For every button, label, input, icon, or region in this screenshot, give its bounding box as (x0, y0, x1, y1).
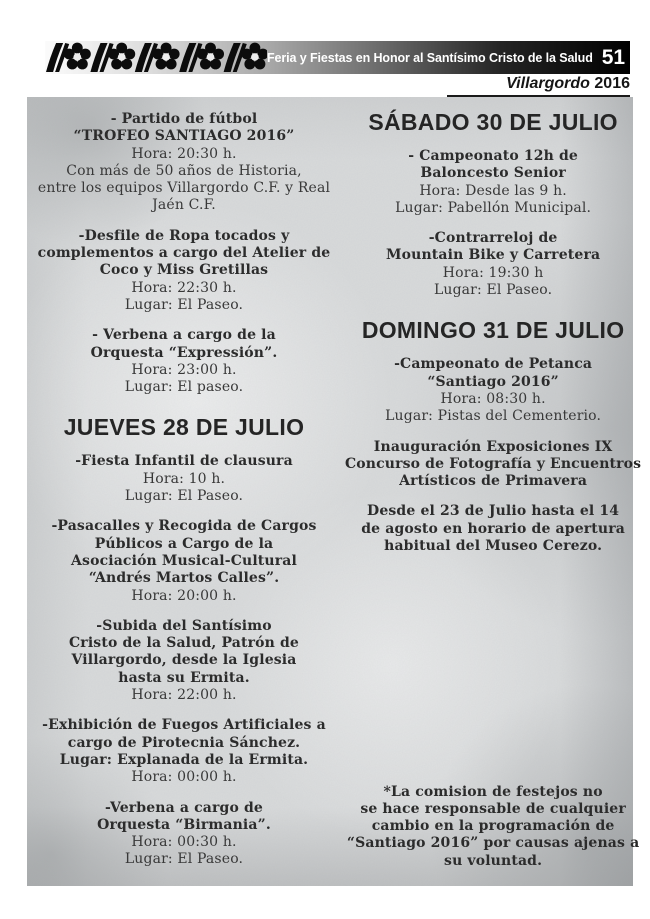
heading-jueves-28-julio: JUEVES 28 DE JULIO (63, 414, 305, 441)
event-line: Concurso de Fotografía y Encuentros (345, 455, 642, 472)
event-line: Hora: 08:30 h. (440, 390, 546, 407)
event-line: Orquesta “Birmania”. (97, 816, 271, 833)
disclaimer-note (345, 784, 641, 870)
event-line: de agosto en horario de apertura (361, 520, 625, 537)
event-line: Hora: 10 h. (142, 470, 226, 487)
event-line: Lugar: El Paseo. (124, 851, 244, 868)
event-verbena-expression (31, 327, 337, 396)
event-line: -Desfile de Ropa tocados y (78, 227, 290, 244)
heading-domingo-31-julio: DOMINGO 31 DE JULIO (361, 317, 625, 344)
event-line: -Campeonato de Petanca (394, 356, 593, 373)
event-line: Mountain Bike y Carretera (386, 247, 601, 264)
event-inauguracion-exposiciones (345, 439, 641, 491)
event-line: *La comision de festejos no (383, 783, 603, 800)
floral-border-icon (45, 41, 267, 74)
event-line: Lugar: Pabellón Municipal. (395, 199, 592, 216)
banner-title: Feria y Fiestas en Honor al Santísimo Cristo de la Salud (267, 50, 593, 65)
event-partido-futbol (31, 111, 337, 215)
event-line: Públicos a Cargo de la (94, 535, 274, 552)
event-line: Asociación Musical-Cultural (71, 552, 297, 569)
event-line: Hora: 20:00 h. (131, 587, 237, 604)
event-desfile-ropa (31, 228, 337, 314)
event-line: Lugar: Pistas del Cementerio. (385, 408, 602, 425)
paper-sheet (27, 97, 642, 886)
event-line: “Andrés Martos Calles”. (88, 570, 280, 587)
event-line: Inauguración Exposiciones IX (373, 438, 613, 455)
events-column-left (31, 107, 337, 886)
event-line: Hora: Desde las 9 h. (419, 182, 567, 199)
event-line: complementos a cargo del Atelier de (37, 245, 331, 262)
event-line: Lugar: Explanada de la Ermita. (59, 751, 309, 768)
event-line: Coco y Miss Gretillas (99, 262, 269, 279)
event-line: -Verbena a cargo de (105, 799, 263, 816)
event-line: Artísticos de Primavera (399, 473, 588, 490)
event-line: Jaén C.F. (152, 197, 216, 214)
edition-subtitle (506, 75, 630, 93)
event-line: -Exhibición de Fuegos Artificiales a (42, 717, 326, 734)
event-line: cambio en la programación de (371, 818, 615, 835)
event-line: Cristo de la Salud, Patrón de (69, 635, 299, 652)
event-line: Hora: 22:00 h. (131, 687, 237, 704)
event-line: Lugar: El paseo. (124, 379, 244, 396)
event-line: “Santiago 2016” (427, 373, 559, 390)
header-banner (45, 41, 630, 74)
page-number: 51 (601, 45, 626, 69)
event-line: “Santiago 2016” por causas ajenas a (346, 835, 640, 852)
event-contrarreloj (345, 230, 641, 299)
event-line: se hace responsable de cualquier (360, 800, 626, 817)
event-line: cargo de Pirotecnia Sánchez. (67, 734, 301, 751)
event-line: - Partido de fútbol (110, 111, 258, 127)
edition-year: 2016 (594, 75, 630, 92)
event-fiesta-infantil (31, 453, 337, 505)
event-line: - Campeonato 12h de (408, 148, 578, 164)
event-line: Lugar: El Paseo. (124, 488, 244, 505)
event-line: entre los equipos Villargordo C.F. y Real (37, 180, 331, 197)
event-line: Orquesta “Expressión”. (90, 344, 278, 361)
event-line: Hora: 00:00 h. (131, 769, 237, 786)
event-verbena-birmania (31, 800, 337, 869)
banner-text (267, 46, 633, 70)
events-column-right (345, 107, 641, 886)
event-line: Con más de 50 años de Historia, (66, 162, 302, 179)
event-museo-cerezo (345, 503, 641, 555)
event-fuegos-artificiales (31, 717, 337, 786)
event-line: Desde el 23 de Julio hasta el 14 (367, 503, 620, 520)
edition-name: Villargordo (506, 75, 590, 92)
event-line: Hora: 19:30 h (442, 264, 544, 281)
event-petanca (345, 356, 641, 425)
event-line: Lugar: El Paseo. (124, 296, 244, 313)
event-line: -Pasacalles y Recogida de Cargos (51, 518, 317, 535)
event-line: “TROFEO SANTIAGO 2016” (73, 128, 295, 145)
event-baloncesto (345, 148, 641, 217)
event-line: su voluntad. (444, 852, 543, 869)
event-line: Hora: 00:30 h. (131, 834, 237, 851)
heading-sabado-30-julio: SÁBADO 30 DE JULIO (368, 109, 618, 135)
event-line: Hora: 22:30 h. (131, 279, 237, 296)
event-line: hasta su Ermita. (118, 669, 250, 686)
event-line: Baloncesto Senior (420, 165, 566, 182)
event-line: -Contrarreloj de (428, 230, 558, 247)
event-line: -Subida del Santísimo (96, 617, 272, 634)
event-line: Lugar: El Paseo. (433, 282, 553, 299)
event-line: -Fiesta Infantil de clausura (75, 453, 293, 470)
event-line: - Verbena a cargo de la (92, 327, 276, 344)
event-line: Hora: 23:00 h. (131, 361, 237, 378)
event-line: Villargordo, desde la Iglesia (71, 652, 297, 669)
event-line: habitual del Museo Cerezo. (384, 538, 603, 555)
event-pasacalles (31, 518, 337, 604)
event-subida-cristo (31, 618, 337, 704)
event-line: Hora: 20:30 h. (131, 145, 237, 162)
